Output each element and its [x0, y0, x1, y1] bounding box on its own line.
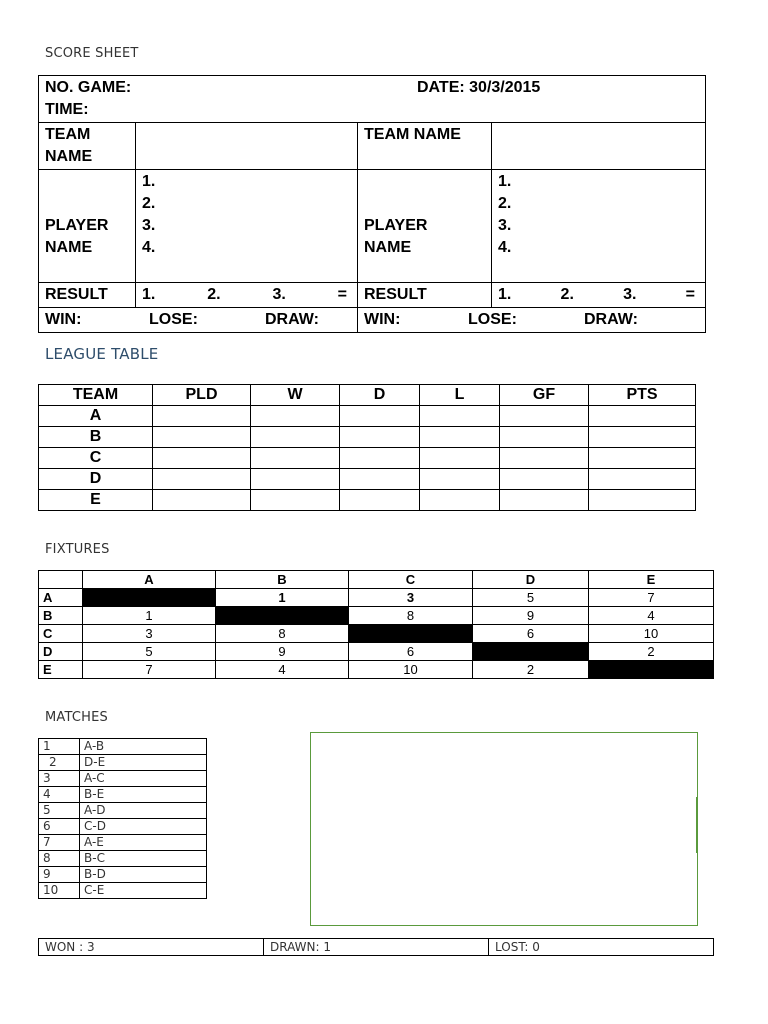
- no-game-label: NO. GAME:: [45, 79, 132, 96]
- match-number: 4: [39, 787, 80, 803]
- league-cell[interactable]: [153, 406, 251, 427]
- player-number: 2.: [498, 195, 512, 212]
- draw-label: DRAW:: [584, 311, 638, 328]
- fixtures-row-label: D: [39, 643, 83, 661]
- fixtures-row-label: A: [39, 589, 83, 607]
- league-cell[interactable]: [153, 469, 251, 490]
- result-values-left[interactable]: [136, 283, 358, 308]
- league-cell[interactable]: [420, 469, 500, 490]
- fixtures-cell: 6: [473, 625, 589, 643]
- fixtures-cell: 4: [216, 661, 349, 679]
- fixtures-blocked-cell: [349, 625, 473, 643]
- match-pair: A-E: [80, 835, 207, 851]
- win-label: WIN:: [364, 311, 401, 328]
- player-label-line1: PLAYER: [45, 217, 109, 234]
- league-cell[interactable]: [251, 427, 340, 448]
- match-number: 1: [39, 739, 80, 755]
- league-cell[interactable]: [589, 490, 696, 511]
- league-table-heading: LEAGUE TABLE: [45, 345, 159, 363]
- fixtures-cell: 3: [83, 625, 216, 643]
- league-row: [39, 406, 696, 427]
- league-col-l: L: [420, 385, 500, 406]
- fixtures-corner: [39, 571, 83, 589]
- fixtures-row-label: E: [39, 661, 83, 679]
- player-number: 3.: [498, 217, 512, 234]
- team-name-label-line2: NAME: [45, 148, 93, 165]
- match-pair: B-C: [80, 851, 207, 867]
- league-col-d: D: [340, 385, 420, 406]
- player-number: 4.: [498, 239, 512, 256]
- fixtures-cell: 10: [349, 661, 473, 679]
- player-label-line1: PLAYER: [364, 217, 428, 234]
- result-row: [39, 283, 706, 308]
- match-pair: D-E: [80, 755, 207, 771]
- player-number: 1.: [142, 173, 156, 190]
- match-pair: C-E: [80, 883, 207, 899]
- blank-notes-box[interactable]: [310, 732, 698, 926]
- match-number: 8: [39, 851, 80, 867]
- fixtures-blocked-cell: [473, 643, 589, 661]
- result-number: =: [337, 286, 347, 303]
- drawn-count: DRAWN: 1: [264, 939, 489, 956]
- league-cell[interactable]: [500, 448, 589, 469]
- league-cell[interactable]: [251, 490, 340, 511]
- match-pair: C-D: [80, 819, 207, 835]
- fixtures-col-a: A: [83, 571, 216, 589]
- league-cell[interactable]: [589, 427, 696, 448]
- league-cell[interactable]: [500, 406, 589, 427]
- match-pair: A-D: [80, 803, 207, 819]
- fixtures-col-d: D: [473, 571, 589, 589]
- team-name-label-line1: TEAM: [45, 126, 91, 143]
- result-number: =: [685, 286, 695, 303]
- fixtures-cell: 8: [349, 607, 473, 625]
- match-row: [39, 867, 207, 883]
- league-col-team: TEAM: [39, 385, 153, 406]
- match-row: [39, 819, 207, 835]
- fixtures-cell: 1: [83, 607, 216, 625]
- fixtures-cell: 7: [83, 661, 216, 679]
- league-cell[interactable]: [251, 469, 340, 490]
- league-table: [38, 384, 696, 511]
- league-col-gf: GF: [500, 385, 589, 406]
- win-label: WIN:: [45, 311, 82, 328]
- date-label: DATE: 30/3/2015: [417, 79, 541, 96]
- fixtures-cell: 6: [349, 643, 473, 661]
- player-list-right[interactable]: [492, 170, 706, 283]
- match-number: 10: [39, 883, 80, 899]
- team-name-left-value[interactable]: [136, 123, 358, 170]
- player-number: 4.: [142, 239, 156, 256]
- league-cell[interactable]: [340, 448, 420, 469]
- summary-table: [38, 938, 714, 956]
- fixtures-cell: 7: [589, 589, 714, 607]
- fixtures-row: [39, 661, 714, 679]
- fixtures-blocked-cell: [83, 589, 216, 607]
- score-sheet-heading: SCORE SHEET: [45, 46, 139, 61]
- result-values-right[interactable]: [492, 283, 706, 308]
- league-cell[interactable]: [500, 427, 589, 448]
- league-col-pts: PTS: [589, 385, 696, 406]
- league-cell[interactable]: [340, 427, 420, 448]
- match-number: 2: [39, 755, 80, 771]
- fixtures-cell: 9: [473, 607, 589, 625]
- result-label: RESULT: [358, 283, 492, 308]
- fixtures-blocked-cell: [216, 607, 349, 625]
- league-header-row: [39, 385, 696, 406]
- summary-row: [39, 939, 714, 956]
- match-pair: B-D: [80, 867, 207, 883]
- team-name-row: [39, 123, 706, 170]
- league-cell[interactable]: [420, 490, 500, 511]
- league-cell[interactable]: [420, 406, 500, 427]
- fixtures-row: [39, 589, 714, 607]
- match-row: [39, 771, 207, 787]
- league-cell[interactable]: [251, 406, 340, 427]
- fixtures-blocked-cell: [589, 661, 714, 679]
- league-cell[interactable]: [340, 490, 420, 511]
- league-cell[interactable]: [589, 406, 696, 427]
- match-number: 6: [39, 819, 80, 835]
- result-number: 2.: [207, 286, 221, 303]
- fixtures-cell: 10: [589, 625, 714, 643]
- fixtures-cell: 2: [589, 643, 714, 661]
- league-cell[interactable]: [420, 427, 500, 448]
- match-row: [39, 755, 207, 771]
- league-team-cell: B: [39, 427, 153, 448]
- fixtures-heading: FIXTURES: [45, 542, 110, 557]
- league-row: [39, 490, 696, 511]
- match-row: [39, 851, 207, 867]
- fixtures-cell: 1: [216, 589, 349, 607]
- league-cell[interactable]: [589, 469, 696, 490]
- league-cell[interactable]: [340, 406, 420, 427]
- match-number: 7: [39, 835, 80, 851]
- player-number: 2.: [142, 195, 156, 212]
- league-cell[interactable]: [153, 490, 251, 511]
- match-row: [39, 739, 207, 755]
- match-pair: A-C: [80, 771, 207, 787]
- fixtures-row-label: B: [39, 607, 83, 625]
- league-team-cell: E: [39, 490, 153, 511]
- match-pair: B-E: [80, 787, 207, 803]
- league-row: [39, 427, 696, 448]
- fixtures-header-row: [39, 571, 714, 589]
- league-cell[interactable]: [500, 469, 589, 490]
- lose-label: LOSE:: [468, 311, 517, 328]
- match-number: 9: [39, 867, 80, 883]
- player-number: 3.: [142, 217, 156, 234]
- player-label-line2: NAME: [364, 239, 412, 256]
- league-cell[interactable]: [153, 427, 251, 448]
- fixtures-row: [39, 607, 714, 625]
- score-header-row: [39, 76, 706, 123]
- player-row: [39, 170, 706, 283]
- result-label: RESULT: [39, 283, 136, 308]
- fixtures-col-c: C: [349, 571, 473, 589]
- fixtures-cell: 5: [473, 589, 589, 607]
- result-number: 3.: [623, 286, 637, 303]
- lose-label: LOSE:: [149, 311, 198, 328]
- player-list-left[interactable]: [136, 170, 358, 283]
- fixtures-cell: 8: [216, 625, 349, 643]
- player-label-line2: NAME: [45, 239, 93, 256]
- fixtures-cell: 5: [83, 643, 216, 661]
- league-team-cell: C: [39, 448, 153, 469]
- match-row: [39, 883, 207, 899]
- match-row: [39, 803, 207, 819]
- fixtures-row: [39, 625, 714, 643]
- league-team-cell: D: [39, 469, 153, 490]
- fixtures-cell: 4: [589, 607, 714, 625]
- match-number: 5: [39, 803, 80, 819]
- fixtures-cell: 9: [216, 643, 349, 661]
- league-cell[interactable]: [340, 469, 420, 490]
- league-team-cell: A: [39, 406, 153, 427]
- fixtures-col-e: E: [589, 571, 714, 589]
- player-number: 1.: [498, 173, 512, 190]
- league-col-pld: PLD: [153, 385, 251, 406]
- team-name-label-right: TEAM NAME: [358, 123, 492, 170]
- league-cell[interactable]: [153, 448, 251, 469]
- league-cell[interactable]: [589, 448, 696, 469]
- league-cell[interactable]: [500, 490, 589, 511]
- fixtures-row-label: C: [39, 625, 83, 643]
- fixtures-row: [39, 643, 714, 661]
- fixtures-table: [38, 570, 714, 679]
- matches-heading: MATCHES: [45, 710, 108, 725]
- win-lose-draw-row: [39, 308, 706, 333]
- fixtures-cell: 3: [349, 589, 473, 607]
- result-number: 1.: [142, 286, 156, 303]
- league-row: [39, 448, 696, 469]
- match-row: [39, 787, 207, 803]
- fixtures-col-b: B: [216, 571, 349, 589]
- match-pair: A-B: [80, 739, 207, 755]
- league-col-w: W: [251, 385, 340, 406]
- match-number: 3: [39, 771, 80, 787]
- time-label: TIME:: [45, 101, 89, 118]
- league-cell[interactable]: [251, 448, 340, 469]
- score-sheet-table: [38, 75, 706, 333]
- league-cell[interactable]: [420, 448, 500, 469]
- match-row: [39, 835, 207, 851]
- team-name-right-value[interactable]: [492, 123, 706, 170]
- league-row: [39, 469, 696, 490]
- draw-label: DRAW:: [265, 311, 319, 328]
- result-number: 1.: [498, 286, 512, 303]
- result-number: 2.: [560, 286, 574, 303]
- fixtures-cell: 2: [473, 661, 589, 679]
- won-count: WON : 3: [39, 939, 264, 956]
- matches-table: [38, 738, 207, 899]
- box-edge-marker: [696, 797, 698, 853]
- result-number: 3.: [272, 286, 286, 303]
- lost-count: LOST: 0: [489, 939, 714, 956]
